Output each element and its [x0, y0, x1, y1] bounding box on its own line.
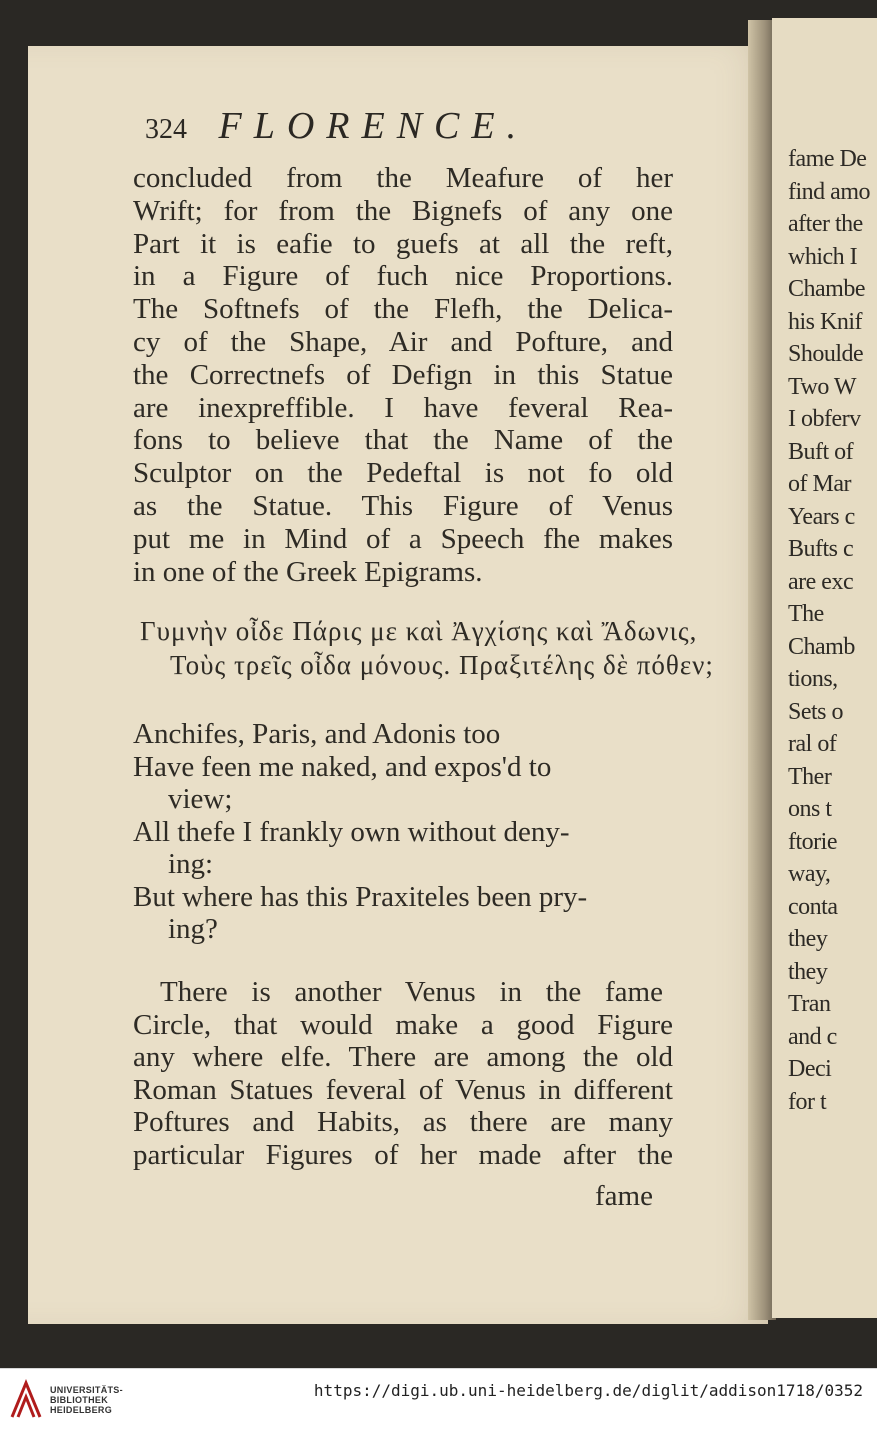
verse-line: ing? [168, 913, 218, 945]
next-page-line: after the [788, 211, 863, 237]
body-line: Circle, that would make a good Figure [133, 1008, 673, 1041]
next-page-line: they [788, 926, 828, 952]
next-page-line: conta [788, 893, 838, 920]
next-page-line: Chamb [788, 633, 855, 660]
next-page-line: Ther [788, 763, 832, 790]
next-page-line: Two W [788, 373, 857, 400]
verse-line: ing: [168, 848, 214, 880]
next-page-line: way, [788, 861, 831, 887]
next-page-line: Buft of [788, 438, 854, 465]
body-line: as the Statue. This Figure of Venus [133, 490, 673, 522]
verse-line: But where has this Praxiteles been pry- [133, 880, 588, 913]
next-page-line: Deci [788, 1056, 832, 1082]
greek-line: Τοὺς τρεῖς οἶδα μόνους. Πραξιτέλης δὲ πόθεν; [170, 650, 714, 680]
verse-line: All thefe I frankly own without deny- [133, 815, 570, 848]
next-page-line: his Knif [788, 308, 862, 335]
body-line: Poftures and Habits, as there are many [133, 1106, 673, 1138]
body-line: in a Figure of fuch nice Proportions. [133, 260, 673, 293]
catchword: fame [595, 1180, 653, 1212]
body-line: fons to believe that the Name of the [133, 424, 673, 457]
body-line: Wrift; for from the Bignefs of any one [133, 194, 673, 227]
body-line: put me in Mind of a Speech fhe makes [133, 522, 673, 555]
body-line: Part it is eafie to guefs at all the reft, [133, 227, 673, 260]
next-page-line: and c [788, 1023, 837, 1050]
next-page-line: tions, [788, 666, 838, 692]
next-page-line: Years c [788, 503, 855, 530]
body-line: the Correctnefs of Defign in this Statue [133, 358, 673, 391]
next-page-line: Bufts c [788, 536, 854, 562]
source-url-link[interactable]: https://digi.ub.uni-heidelberg.de/diglit/addison1718/0352 [313, 1381, 863, 1400]
next-page-fragment [772, 18, 877, 1318]
body-line: Roman Statues feveral of Venus in different [133, 1073, 673, 1106]
page-header [145, 104, 528, 148]
body-line: particular Figures of her made after the [133, 1138, 673, 1171]
next-page-line: ons t [788, 796, 832, 822]
next-page-line: Chambe [788, 276, 865, 302]
next-page-line: I obferv [788, 406, 861, 432]
next-page-line: which I [788, 243, 858, 270]
footer-bar [0, 1368, 877, 1434]
body-line: concluded from the Meafure of her [133, 162, 673, 194]
logo-line-2: BIBLIOTHEK [50, 1395, 108, 1405]
next-page-line: they [788, 958, 828, 985]
body-line: cy of the Shape, Air and Pofture, and [133, 326, 673, 358]
verse-line: Have feen me naked, and expos'd to [133, 750, 552, 783]
library-logo-icon [8, 1379, 44, 1421]
next-page-line: of Mar [788, 471, 851, 497]
body-line: in one of the Greek Epigrams. [133, 555, 483, 588]
next-page-line: ral of [788, 731, 837, 757]
greek-line: Γυμνὴν οἶδε Πάρις με καὶ Ἀγχίσης καὶ Ἄδωνις, [140, 616, 698, 646]
next-page-line: Sets o [788, 698, 844, 725]
next-page-line: Shoulde [788, 341, 864, 367]
running-head: FLORENCE. [218, 105, 529, 147]
logo-line-1: UNIVERSITÄTS- [50, 1385, 123, 1395]
body-line: The Softnefs of the Flefh, the Delica- [133, 293, 673, 326]
next-page-line: find amo [788, 178, 870, 205]
library-name [50, 1385, 123, 1415]
body-line: Sculptor on the Pedeftal is not fo old [133, 457, 673, 490]
next-page-line: for t [788, 1088, 827, 1115]
body-line: are inexpreffible. I have feveral Rea- [133, 391, 673, 424]
verse-line: view; [168, 783, 233, 815]
body-line: There is another Venus in the fame [160, 976, 663, 1008]
body-line: any where elfe. There are among the old [133, 1041, 673, 1073]
verse-line: Anchifes, Paris, and Adonis too [133, 718, 501, 750]
page-number: 324 [145, 114, 187, 145]
next-page-line: are exc [788, 568, 854, 595]
next-page-line: fame De [788, 146, 867, 172]
next-page-line: Tran [788, 991, 831, 1017]
next-page-line: ftorie [788, 828, 837, 855]
logo-line-3: HEIDELBERG [50, 1405, 113, 1415]
next-page-line: The [788, 601, 824, 627]
